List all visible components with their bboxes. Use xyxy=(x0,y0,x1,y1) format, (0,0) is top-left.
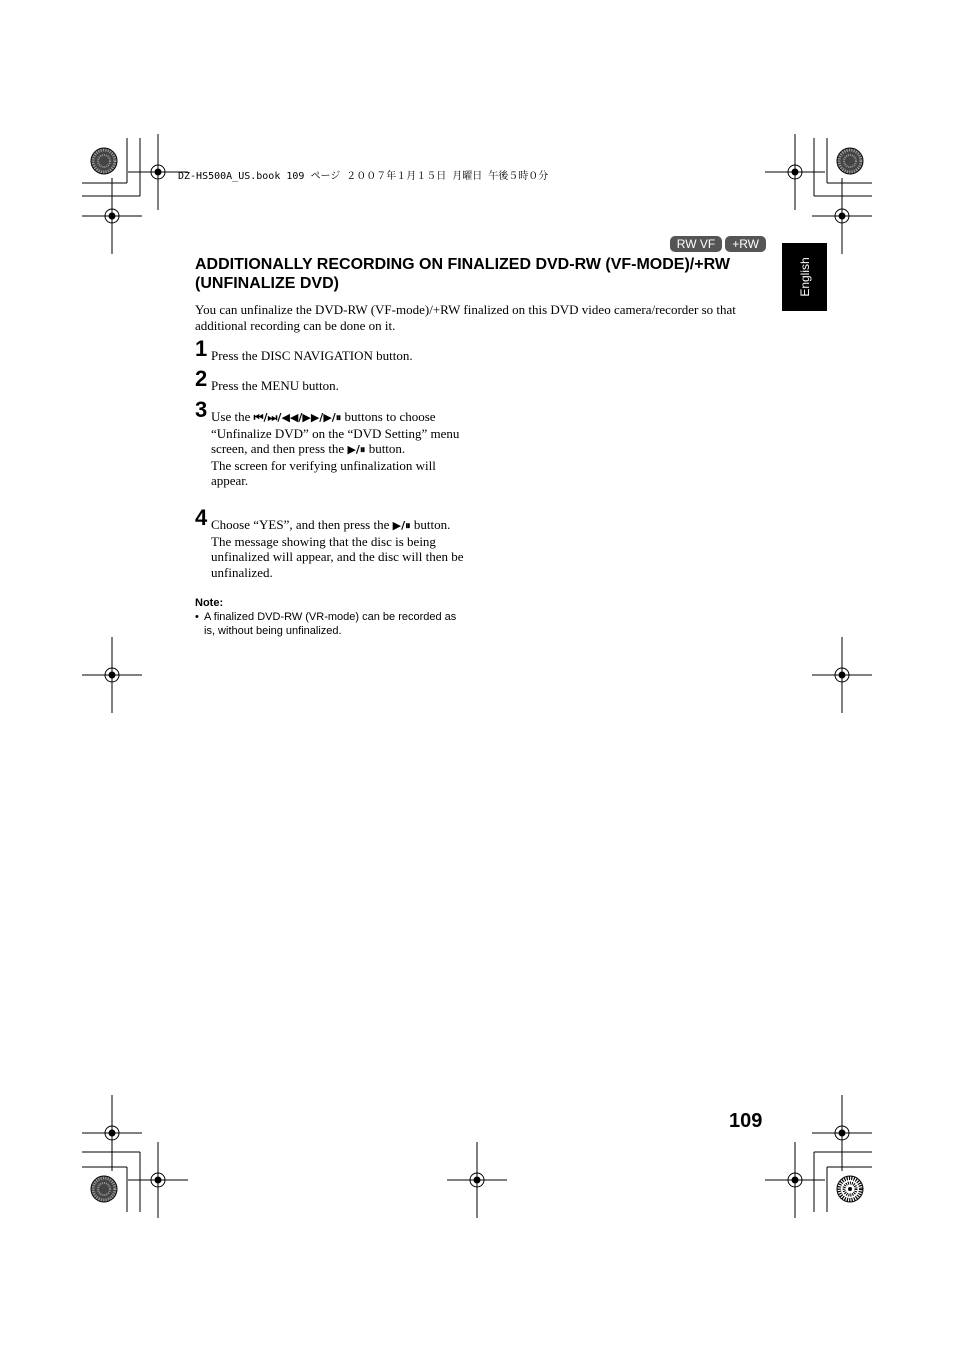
page-number: 109 xyxy=(729,1110,763,1132)
step-1 xyxy=(195,336,475,364)
section-title: ADDITIONALLY RECORDING ON FINALIZED DVD-RW (VF-MODE)/+RW (UNFINALIZE DVD) xyxy=(195,256,730,292)
note-heading: Note: xyxy=(195,597,224,609)
play-pause-icon: ▶/⏸ xyxy=(392,519,411,532)
step-number: 2 xyxy=(195,366,208,391)
step-instruction: Choose “YES”, and then press the ▶/⏸ button. xyxy=(211,517,451,532)
step-result: The message showing that the disc is being unfinalized will appear, and the disc will then be unfinalized. xyxy=(211,533,464,580)
badge-rw-vf: RW VF xyxy=(670,236,722,252)
note-item xyxy=(195,610,470,638)
step-text: Press the MENU button. xyxy=(211,378,339,393)
step-2 xyxy=(195,366,475,394)
step-text: Press the DISC NAVIGATION button. xyxy=(211,348,413,363)
note-text: A finalized DVD-RW (VR-mode) can be recorded as is, without being unfinalized. xyxy=(204,611,457,637)
step-number: 3 xyxy=(195,397,208,422)
navigation-buttons-icon: ⏮/⏭/◀◀/▶▶/▶/⏸ xyxy=(253,411,342,424)
step-number: 1 xyxy=(195,336,208,361)
step-3 xyxy=(195,397,475,489)
bullet: • xyxy=(195,611,199,623)
step-4 xyxy=(195,505,475,580)
play-pause-icon: ▶/⏸ xyxy=(347,443,366,456)
language-tab-label: English xyxy=(797,257,812,297)
media-badges xyxy=(670,236,766,252)
step-instruction: Use the ⏮/⏭/◀◀/▶▶/▶/⏸ buttons to choose “Unfinalize DVD” on the “DVD Setting” menu screen, and then press the ▶/⏸ button. xyxy=(211,409,460,456)
intro-paragraph: You can unfinalize the DVD-RW (VF-mode)/+RW finalized on this DVD video camera/recorder so that additional recording can be done on it. xyxy=(195,302,736,333)
step-number: 4 xyxy=(195,505,208,530)
language-tab xyxy=(782,243,827,311)
step-result: The screen for verifying unfinalization will appear. xyxy=(211,457,436,488)
badge-plus-rw: +RW xyxy=(725,236,766,252)
print-header-line: DZ-HS500A_US.book 109 ページ ２００７年１月１５日 月曜日 午後５時０分 xyxy=(178,171,549,182)
